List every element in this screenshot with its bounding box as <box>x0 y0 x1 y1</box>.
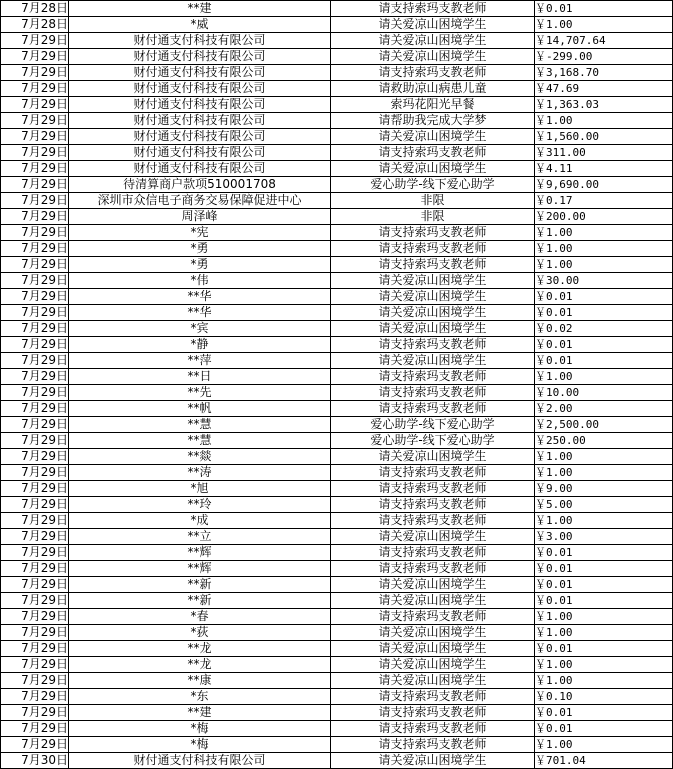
amount-cell: ￥4.11 <box>535 161 673 177</box>
date-cell: 7月28日 <box>1 17 69 33</box>
amount-cell: ￥5.00 <box>535 497 673 513</box>
donor-name-cell: **康 <box>69 673 331 689</box>
amount-cell: ￥1.00 <box>535 673 673 689</box>
table-row <box>1 65 673 81</box>
date-cell: 7月29日 <box>1 81 69 97</box>
amount-cell: ￥1.00 <box>535 257 673 273</box>
project-cell: 请关爱凉山困境学生 <box>331 305 535 321</box>
table-row <box>1 97 673 113</box>
date-cell: 7月29日 <box>1 513 69 529</box>
table-row <box>1 273 673 289</box>
donor-name-cell: **慧 <box>69 433 331 449</box>
amount-cell: ￥1,560.00 <box>535 129 673 145</box>
amount-cell: ￥1.00 <box>535 113 673 129</box>
date-cell: 7月29日 <box>1 353 69 369</box>
amount-cell: ￥47.69 <box>535 81 673 97</box>
donor-name-cell: **新 <box>69 593 331 609</box>
donor-name-cell: *伟 <box>69 273 331 289</box>
donor-name-cell: **帆 <box>69 401 331 417</box>
project-cell: 爱心助学-线下爱心助学 <box>331 433 535 449</box>
donor-name-cell: *勇 <box>69 241 331 257</box>
project-cell: 请支持索玛支教老师 <box>331 401 535 417</box>
table-row <box>1 81 673 97</box>
donor-name-cell: *梅 <box>69 721 331 737</box>
date-cell: 7月29日 <box>1 305 69 321</box>
table-row <box>1 289 673 305</box>
table-row <box>1 353 673 369</box>
table-row <box>1 161 673 177</box>
ledger-body <box>1 1 673 769</box>
date-cell: 7月29日 <box>1 161 69 177</box>
project-cell: 请支持索玛支教老师 <box>331 369 535 385</box>
project-cell: 请支持索玛支教老师 <box>331 337 535 353</box>
donor-name-cell: **萍 <box>69 353 331 369</box>
table-row <box>1 497 673 513</box>
project-cell: 请关爱凉山困境学生 <box>331 353 535 369</box>
table-row <box>1 337 673 353</box>
table-row <box>1 49 673 65</box>
project-cell: 请支持索玛支教老师 <box>331 225 535 241</box>
amount-cell: ￥-299.00 <box>535 49 673 65</box>
donor-name-cell: **玲 <box>69 497 331 513</box>
table-row <box>1 17 673 33</box>
donor-name-cell: **日 <box>69 369 331 385</box>
table-row <box>1 193 673 209</box>
date-cell: 7月29日 <box>1 449 69 465</box>
donor-name-cell: *威 <box>69 17 331 33</box>
amount-cell: ￥1.00 <box>535 369 673 385</box>
project-cell: 请关爱凉山困境学生 <box>331 753 535 769</box>
project-cell: 非限 <box>331 209 535 225</box>
project-cell: 请支持索玛支教老师 <box>331 481 535 497</box>
donor-name-cell: 财付通支付科技有限公司 <box>69 129 331 145</box>
table-row <box>1 481 673 497</box>
amount-cell: ￥1.00 <box>535 657 673 673</box>
donor-name-cell: 财付通支付科技有限公司 <box>69 49 331 65</box>
table-row <box>1 673 673 689</box>
amount-cell: ￥0.01 <box>535 289 673 305</box>
donor-name-cell: **龙 <box>69 657 331 673</box>
table-row <box>1 577 673 593</box>
amount-cell: ￥1.00 <box>535 465 673 481</box>
amount-cell: ￥0.01 <box>535 641 673 657</box>
donor-name-cell: 财付通支付科技有限公司 <box>69 33 331 49</box>
project-cell: 请关爱凉山困境学生 <box>331 593 535 609</box>
project-cell: 请支持索玛支教老师 <box>331 689 535 705</box>
table-row <box>1 401 673 417</box>
project-cell: 请关爱凉山困境学生 <box>331 577 535 593</box>
donor-name-cell: *静 <box>69 337 331 353</box>
donor-name-cell: 周泽峰 <box>69 209 331 225</box>
donor-name-cell: *荻 <box>69 625 331 641</box>
project-cell: 请支持索玛支教老师 <box>331 257 535 273</box>
project-cell: 请关爱凉山困境学生 <box>331 321 535 337</box>
donor-name-cell: **建 <box>69 705 331 721</box>
date-cell: 7月29日 <box>1 417 69 433</box>
project-cell: 请关爱凉山困境学生 <box>331 289 535 305</box>
project-cell: 请关爱凉山困境学生 <box>331 161 535 177</box>
date-cell: 7月29日 <box>1 273 69 289</box>
project-cell: 请支持索玛支教老师 <box>331 737 535 753</box>
table-row <box>1 241 673 257</box>
project-cell: 请关爱凉山困境学生 <box>331 657 535 673</box>
table-row <box>1 625 673 641</box>
amount-cell: ￥0.01 <box>535 577 673 593</box>
date-cell: 7月29日 <box>1 609 69 625</box>
donor-name-cell: 深圳市众信电子商务交易保障促进中心 <box>69 193 331 209</box>
project-cell: 请支持索玛支教老师 <box>331 145 535 161</box>
project-cell: 请关爱凉山困境学生 <box>331 49 535 65</box>
amount-cell: ￥14,707.64 <box>535 33 673 49</box>
table-row <box>1 209 673 225</box>
amount-cell: ￥9.00 <box>535 481 673 497</box>
donor-name-cell: 财付通支付科技有限公司 <box>69 97 331 113</box>
amount-cell: ￥200.00 <box>535 209 673 225</box>
table-row <box>1 657 673 673</box>
date-cell: 7月29日 <box>1 705 69 721</box>
date-cell: 7月29日 <box>1 225 69 241</box>
date-cell: 7月29日 <box>1 529 69 545</box>
amount-cell: ￥0.10 <box>535 689 673 705</box>
date-cell: 7月29日 <box>1 497 69 513</box>
table-row <box>1 321 673 337</box>
project-cell: 请帮助我完成大学梦 <box>331 113 535 129</box>
amount-cell: ￥0.02 <box>535 321 673 337</box>
donor-name-cell: *勇 <box>69 257 331 273</box>
amount-cell: ￥2,500.00 <box>535 417 673 433</box>
table-row <box>1 129 673 145</box>
date-cell: 7月29日 <box>1 33 69 49</box>
donor-name-cell: **涛 <box>69 465 331 481</box>
table-row <box>1 753 673 769</box>
amount-cell: ￥0.17 <box>535 193 673 209</box>
table-row <box>1 305 673 321</box>
amount-cell: ￥0.01 <box>535 353 673 369</box>
date-cell: 7月29日 <box>1 65 69 81</box>
project-cell: 索玛花阳光早餐 <box>331 97 535 113</box>
amount-cell: ￥311.00 <box>535 145 673 161</box>
project-cell: 请支持索玛支教老师 <box>331 497 535 513</box>
amount-cell: ￥1.00 <box>535 241 673 257</box>
table-row <box>1 225 673 241</box>
table-row <box>1 417 673 433</box>
date-cell: 7月29日 <box>1 673 69 689</box>
project-cell: 请支持索玛支教老师 <box>331 609 535 625</box>
date-cell: 7月29日 <box>1 737 69 753</box>
date-cell: 7月29日 <box>1 289 69 305</box>
amount-cell: ￥0.01 <box>535 561 673 577</box>
table-row <box>1 33 673 49</box>
table-row <box>1 369 673 385</box>
amount-cell: ￥3,168.70 <box>535 65 673 81</box>
donor-name-cell: *东 <box>69 689 331 705</box>
donor-name-cell: *春 <box>69 609 331 625</box>
amount-cell: ￥30.00 <box>535 273 673 289</box>
amount-cell: ￥1.00 <box>535 17 673 33</box>
donor-name-cell: **燚 <box>69 449 331 465</box>
donor-name-cell: 财付通支付科技有限公司 <box>69 753 331 769</box>
project-cell: 爱心助学-线下爱心助学 <box>331 417 535 433</box>
table-row <box>1 177 673 193</box>
amount-cell: ￥0.01 <box>535 545 673 561</box>
table-row <box>1 1 673 17</box>
date-cell: 7月28日 <box>1 1 69 17</box>
donor-name-cell: 财付通支付科技有限公司 <box>69 65 331 81</box>
amount-cell: ￥701.04 <box>535 753 673 769</box>
table-row <box>1 529 673 545</box>
date-cell: 7月29日 <box>1 593 69 609</box>
amount-cell: ￥1.00 <box>535 625 673 641</box>
date-cell: 7月29日 <box>1 385 69 401</box>
donor-name-cell: **先 <box>69 385 331 401</box>
date-cell: 7月29日 <box>1 401 69 417</box>
donor-name-cell: *旭 <box>69 481 331 497</box>
table-row <box>1 561 673 577</box>
project-cell: 请关爱凉山困境学生 <box>331 273 535 289</box>
amount-cell: ￥10.00 <box>535 385 673 401</box>
table-row <box>1 385 673 401</box>
amount-cell: ￥3.00 <box>535 529 673 545</box>
donor-name-cell: *梅 <box>69 737 331 753</box>
table-row <box>1 113 673 129</box>
table-row <box>1 737 673 753</box>
date-cell: 7月29日 <box>1 641 69 657</box>
date-cell: 7月29日 <box>1 689 69 705</box>
date-cell: 7月29日 <box>1 145 69 161</box>
donor-name-cell: *宪 <box>69 225 331 241</box>
amount-cell: ￥0.01 <box>535 721 673 737</box>
project-cell: 请支持索玛支教老师 <box>331 1 535 17</box>
date-cell: 7月29日 <box>1 625 69 641</box>
date-cell: 7月29日 <box>1 49 69 65</box>
project-cell: 请关爱凉山困境学生 <box>331 449 535 465</box>
donor-name-cell: **华 <box>69 289 331 305</box>
donor-name-cell: 财付通支付科技有限公司 <box>69 161 331 177</box>
table-row <box>1 609 673 625</box>
table-row <box>1 513 673 529</box>
donor-name-cell: *成 <box>69 513 331 529</box>
table-row <box>1 257 673 273</box>
date-cell: 7月29日 <box>1 321 69 337</box>
donor-name-cell: **辉 <box>69 561 331 577</box>
amount-cell: ￥1.00 <box>535 225 673 241</box>
date-cell: 7月29日 <box>1 369 69 385</box>
project-cell: 非限 <box>331 193 535 209</box>
amount-cell: ￥0.01 <box>535 705 673 721</box>
table-row <box>1 593 673 609</box>
date-cell: 7月29日 <box>1 241 69 257</box>
donor-name-cell: **龙 <box>69 641 331 657</box>
project-cell: 请支持索玛支教老师 <box>331 561 535 577</box>
date-cell: 7月29日 <box>1 113 69 129</box>
date-cell: 7月29日 <box>1 193 69 209</box>
table-row <box>1 641 673 657</box>
project-cell: 请救助凉山病患儿童 <box>331 81 535 97</box>
project-cell: 请关爱凉山困境学生 <box>331 529 535 545</box>
date-cell: 7月29日 <box>1 97 69 113</box>
table-row <box>1 449 673 465</box>
donor-name-cell: *宾 <box>69 321 331 337</box>
project-cell: 请支持索玛支教老师 <box>331 241 535 257</box>
project-cell: 请支持索玛支教老师 <box>331 721 535 737</box>
project-cell: 请支持索玛支教老师 <box>331 705 535 721</box>
amount-cell: ￥1.00 <box>535 449 673 465</box>
amount-cell: ￥1,363.03 <box>535 97 673 113</box>
date-cell: 7月29日 <box>1 129 69 145</box>
date-cell: 7月29日 <box>1 721 69 737</box>
amount-cell: ￥1.00 <box>535 513 673 529</box>
donor-name-cell: 财付通支付科技有限公司 <box>69 113 331 129</box>
date-cell: 7月29日 <box>1 257 69 273</box>
donor-name-cell: **新 <box>69 577 331 593</box>
date-cell: 7月29日 <box>1 337 69 353</box>
project-cell: 请支持索玛支教老师 <box>331 65 535 81</box>
donor-name-cell: **辉 <box>69 545 331 561</box>
date-cell: 7月29日 <box>1 209 69 225</box>
project-cell: 请关爱凉山困境学生 <box>331 673 535 689</box>
project-cell: 请关爱凉山困境学生 <box>331 129 535 145</box>
amount-cell: ￥0.01 <box>535 337 673 353</box>
date-cell: 7月30日 <box>1 753 69 769</box>
donor-name-cell: 财付通支付科技有限公司 <box>69 81 331 97</box>
project-cell: 请支持索玛支教老师 <box>331 465 535 481</box>
project-cell: 请关爱凉山困境学生 <box>331 33 535 49</box>
amount-cell: ￥0.01 <box>535 593 673 609</box>
date-cell: 7月29日 <box>1 561 69 577</box>
date-cell: 7月29日 <box>1 433 69 449</box>
date-cell: 7月29日 <box>1 545 69 561</box>
donor-name-cell: **立 <box>69 529 331 545</box>
date-cell: 7月29日 <box>1 177 69 193</box>
amount-cell: ￥2.00 <box>535 401 673 417</box>
amount-cell: ￥0.01 <box>535 1 673 17</box>
project-cell: 请支持索玛支教老师 <box>331 545 535 561</box>
table-row <box>1 705 673 721</box>
table-row <box>1 145 673 161</box>
date-cell: 7月29日 <box>1 481 69 497</box>
project-cell: 请支持索玛支教老师 <box>331 513 535 529</box>
table-row <box>1 721 673 737</box>
date-cell: 7月29日 <box>1 657 69 673</box>
date-cell: 7月29日 <box>1 465 69 481</box>
amount-cell: ￥1.00 <box>535 737 673 753</box>
donor-name-cell: **建 <box>69 1 331 17</box>
donor-name-cell: 财付通支付科技有限公司 <box>69 145 331 161</box>
project-cell: 请支持索玛支教老师 <box>331 385 535 401</box>
donor-name-cell: **慧 <box>69 417 331 433</box>
amount-cell: ￥250.00 <box>535 433 673 449</box>
project-cell: 请关爱凉山困境学生 <box>331 625 535 641</box>
project-cell: 请关爱凉山困境学生 <box>331 17 535 33</box>
table-row <box>1 465 673 481</box>
table-row <box>1 433 673 449</box>
donor-name-cell: 待清算商户款项510001708 <box>69 177 331 193</box>
amount-cell: ￥1.00 <box>535 609 673 625</box>
project-cell: 爱心助学-线下爱心助学 <box>331 177 535 193</box>
amount-cell: ￥9,690.00 <box>535 177 673 193</box>
project-cell: 请关爱凉山困境学生 <box>331 641 535 657</box>
table-row <box>1 545 673 561</box>
date-cell: 7月29日 <box>1 577 69 593</box>
table-row <box>1 689 673 705</box>
amount-cell: ￥0.01 <box>535 305 673 321</box>
donor-name-cell: **华 <box>69 305 331 321</box>
